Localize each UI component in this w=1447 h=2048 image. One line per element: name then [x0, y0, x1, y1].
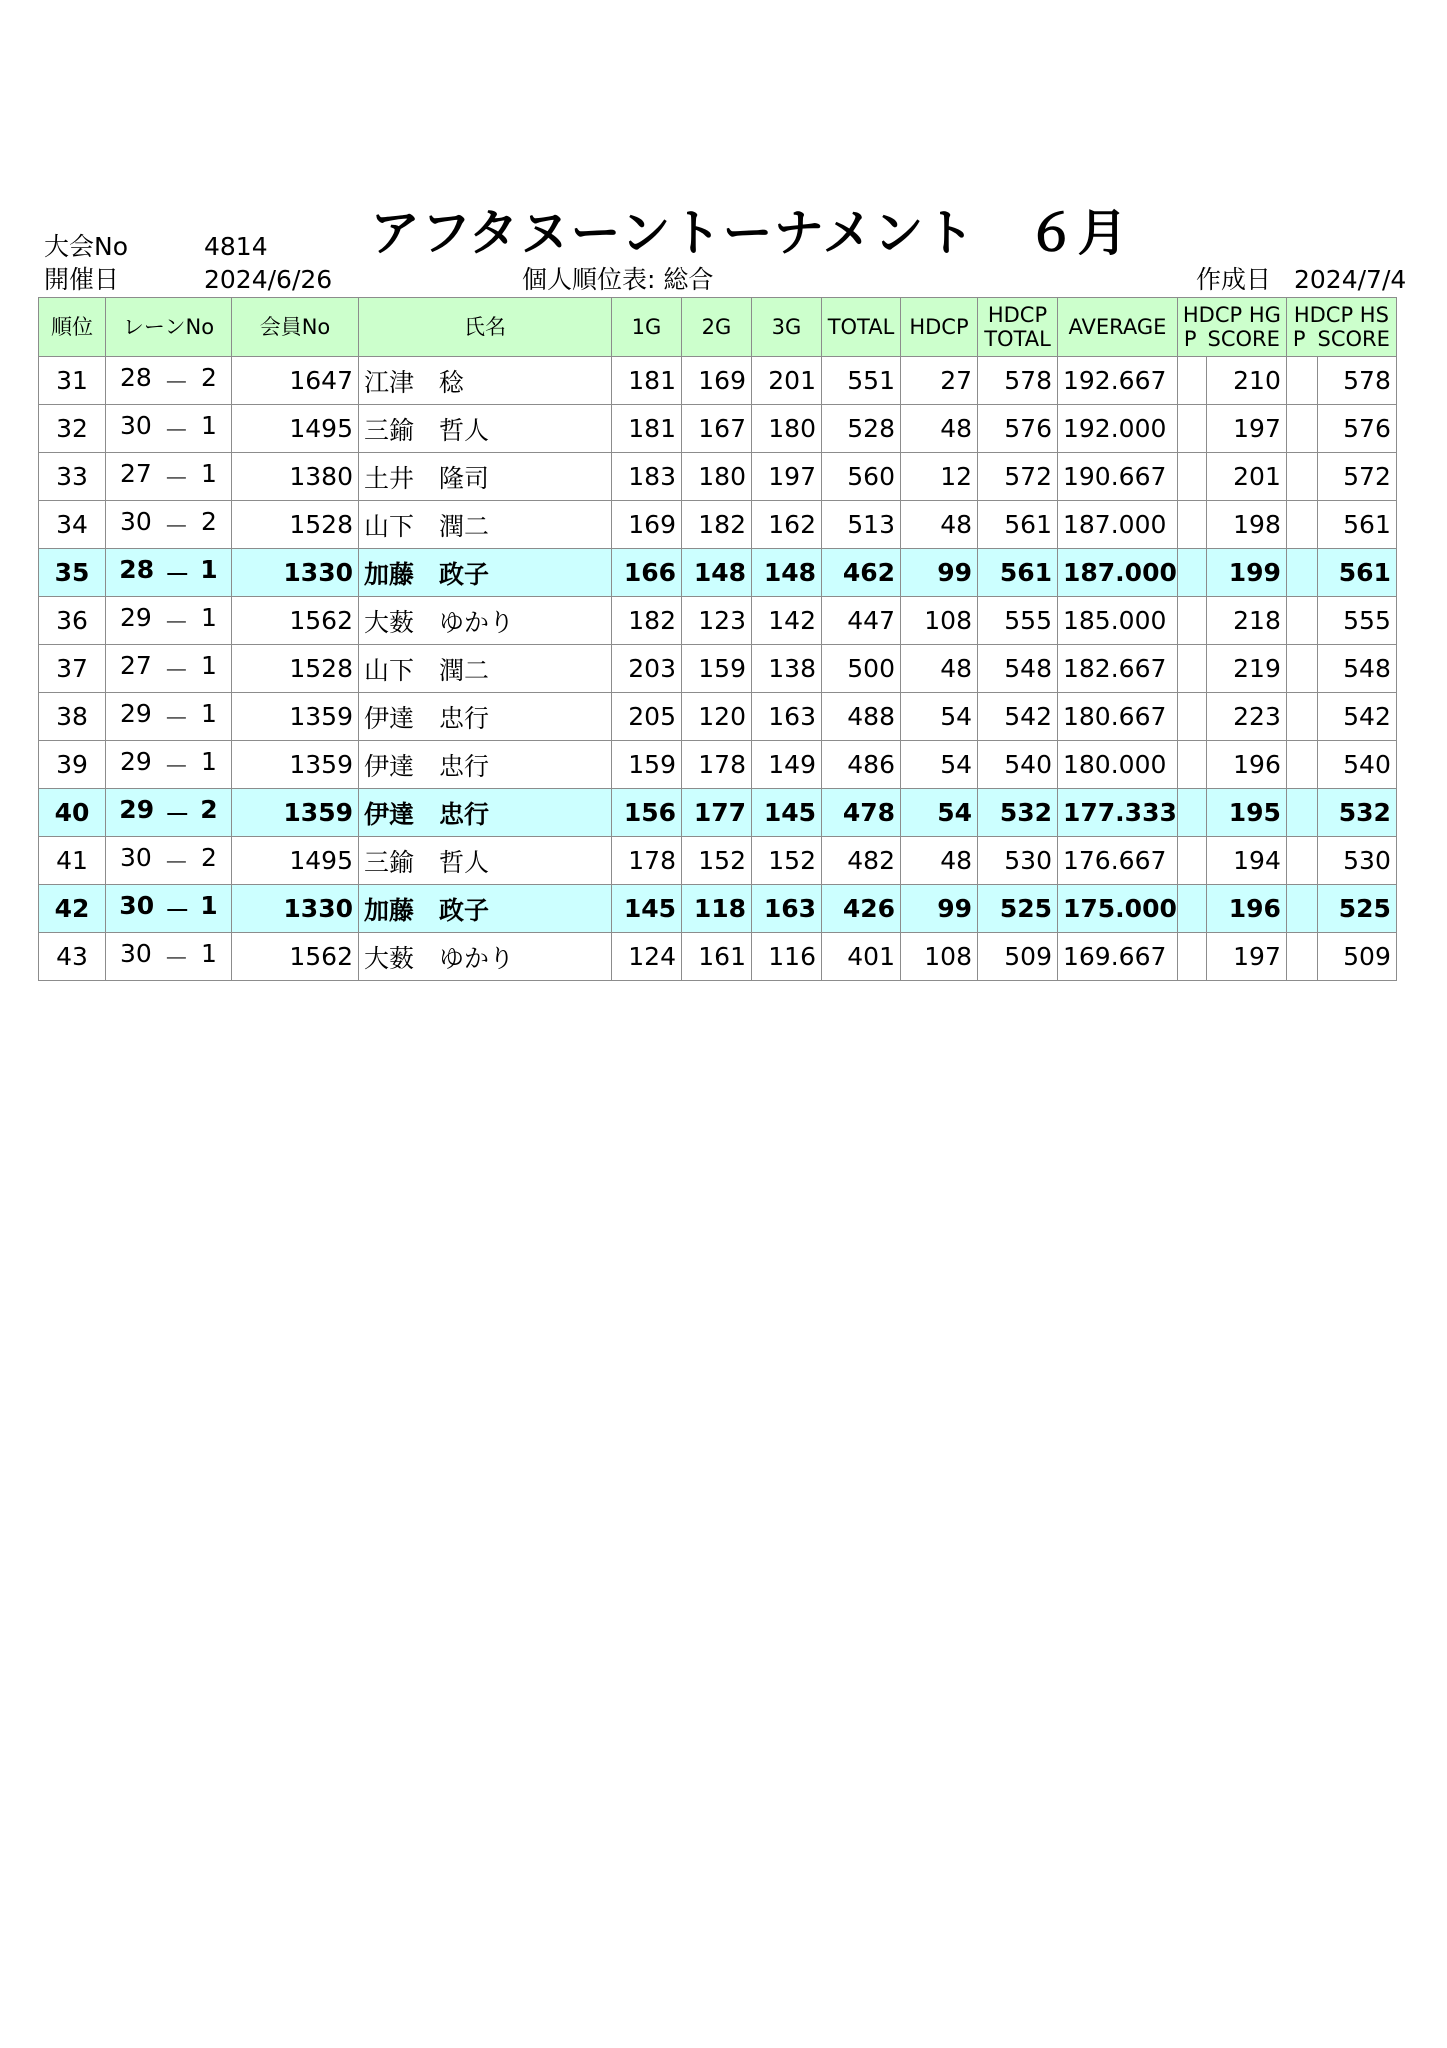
cell-lane-a: 30 [120, 938, 152, 968]
cell-hs-p [1286, 741, 1317, 789]
cell-g2: 169 [682, 357, 752, 405]
cell-rank: 31 [39, 357, 106, 405]
table-row [39, 741, 1397, 789]
cell-hs-p [1286, 549, 1317, 597]
cell-hg-score: 223 [1206, 693, 1286, 741]
cell-lane [106, 357, 232, 405]
cell-g1: 124 [612, 933, 682, 981]
cell-lane-b: 1 [201, 410, 217, 440]
cell-lane-sep: － [164, 559, 190, 589]
cell-member: 1528 [232, 501, 359, 549]
cell-member: 1359 [232, 693, 359, 741]
cell-hs-score: 555 [1317, 597, 1396, 645]
cell-hg-score: 196 [1206, 741, 1286, 789]
cell-hdcp: 108 [901, 933, 978, 981]
cell-average: 192.667 [1058, 357, 1178, 405]
col-hg-p: P [1183, 327, 1197, 351]
cell-lane-a: 27 [120, 458, 152, 488]
cell-total: 488 [822, 693, 901, 741]
cell-hg-score: 201 [1206, 453, 1286, 501]
cell-g1: 178 [612, 837, 682, 885]
cell-g2: 167 [682, 405, 752, 453]
cell-hdcp: 48 [901, 837, 978, 885]
cell-lane [106, 837, 232, 885]
cell-g3: 145 [752, 789, 822, 837]
cell-total: 478 [822, 789, 901, 837]
cell-lane-sep: － [163, 655, 189, 685]
cell-name: 三鍮 哲人 [359, 837, 612, 885]
cell-hg-p [1177, 597, 1206, 645]
ranking-table [38, 297, 1397, 981]
report-subtitle: 個人順位表: 総合 [522, 265, 714, 294]
cell-hdcp: 12 [901, 453, 978, 501]
cell-hdcp-total: 561 [978, 549, 1058, 597]
cell-g2: 177 [682, 789, 752, 837]
cell-hs-score: 578 [1317, 357, 1396, 405]
table-row [39, 453, 1397, 501]
cell-average: 187.000 [1058, 549, 1178, 597]
cell-g3: 162 [752, 501, 822, 549]
cell-hg-score: 219 [1206, 645, 1286, 693]
cell-g2: 182 [682, 501, 752, 549]
cell-total: 500 [822, 645, 901, 693]
cell-average: 176.667 [1058, 837, 1178, 885]
cell-average: 180.667 [1058, 693, 1178, 741]
cell-lane [106, 789, 232, 837]
cell-member: 1495 [232, 405, 359, 453]
cell-hs-score: 509 [1317, 933, 1396, 981]
cell-lane [106, 645, 232, 693]
cell-lane-sep: － [163, 751, 189, 781]
cell-lane-a: 30 [120, 410, 152, 440]
cell-total: 486 [822, 741, 901, 789]
col-average: AVERAGE [1058, 298, 1178, 357]
cell-lane-a: 28 [119, 554, 155, 584]
cell-hg-score: 194 [1206, 837, 1286, 885]
cell-rank: 41 [39, 837, 106, 885]
cell-rank: 39 [39, 741, 106, 789]
cell-lane-b: 2 [201, 362, 217, 392]
col-hdcp-total-line2: TOTAL [984, 327, 1051, 351]
cell-lane-a: 30 [120, 506, 152, 536]
cell-total: 401 [822, 933, 901, 981]
cell-g2: 161 [682, 933, 752, 981]
col-hdcp-total [978, 298, 1058, 357]
cell-name: 加藤 政子 [359, 885, 612, 933]
cell-hg-p [1177, 501, 1206, 549]
table-row [39, 597, 1397, 645]
cell-member: 1330 [232, 885, 359, 933]
cell-lane-b: 2 [200, 794, 218, 824]
cell-hs-score: 576 [1317, 405, 1396, 453]
cell-name: 伊達 忠行 [359, 741, 612, 789]
cell-lane [106, 501, 232, 549]
cell-rank: 33 [39, 453, 106, 501]
cell-hs-score: 572 [1317, 453, 1396, 501]
cell-hg-p [1177, 789, 1206, 837]
cell-hdcp-total: 561 [978, 501, 1058, 549]
cell-lane-a: 29 [120, 602, 152, 632]
cell-hdcp: 54 [901, 789, 978, 837]
cell-hs-p [1286, 501, 1317, 549]
cell-hg-score: 199 [1206, 549, 1286, 597]
cell-lane [106, 741, 232, 789]
cell-lane-sep: － [163, 367, 189, 397]
cell-lane-a: 29 [119, 794, 155, 824]
cell-rank: 42 [39, 885, 106, 933]
cell-name: 伊達 忠行 [359, 789, 612, 837]
cell-lane-a: 30 [120, 842, 152, 872]
cell-lane-b: 2 [201, 842, 217, 872]
cell-g2: 118 [682, 885, 752, 933]
cell-hs-p [1286, 789, 1317, 837]
cell-g1: 159 [612, 741, 682, 789]
cell-average: 175.000 [1058, 885, 1178, 933]
col-hdcp-hg-line1: HDCP HG [1182, 303, 1281, 327]
cell-name: 三鍮 哲人 [359, 405, 612, 453]
cell-member: 1528 [232, 645, 359, 693]
cell-g1: 166 [612, 549, 682, 597]
cell-lane [106, 933, 232, 981]
cell-g2: 120 [682, 693, 752, 741]
cell-hg-score: 218 [1206, 597, 1286, 645]
cell-name: 土井 隆司 [359, 453, 612, 501]
cell-g3: 149 [752, 741, 822, 789]
event-date: 2024/6/26 [204, 265, 333, 294]
cell-rank: 35 [39, 549, 106, 597]
cell-g1: 183 [612, 453, 682, 501]
cell-average: 187.000 [1058, 501, 1178, 549]
cell-hdcp-total: 540 [978, 741, 1058, 789]
cell-member: 1562 [232, 933, 359, 981]
cell-hg-p [1177, 405, 1206, 453]
cell-hs-p [1286, 357, 1317, 405]
col-total: TOTAL [822, 298, 901, 357]
cell-g3: 180 [752, 405, 822, 453]
cell-lane-a: 29 [120, 698, 152, 728]
cell-rank: 40 [39, 789, 106, 837]
tournament-no-label: 大会No [44, 232, 128, 261]
table-row [39, 933, 1397, 981]
col-name: 氏名 [359, 298, 612, 357]
cell-lane-b: 1 [200, 890, 218, 920]
col-hdcp-hs [1286, 298, 1396, 357]
cell-lane-b: 1 [201, 650, 217, 680]
cell-g2: 159 [682, 645, 752, 693]
table-row [39, 357, 1397, 405]
cell-hg-score: 197 [1206, 933, 1286, 981]
cell-hdcp-total: 525 [978, 885, 1058, 933]
col-g1: 1G [612, 298, 682, 357]
cell-rank: 32 [39, 405, 106, 453]
col-hs-score: SCORE [1317, 327, 1390, 351]
cell-rank: 43 [39, 933, 106, 981]
cell-hg-score: 198 [1206, 501, 1286, 549]
cell-rank: 36 [39, 597, 106, 645]
cell-name: 江津 稔 [359, 357, 612, 405]
cell-lane-b: 1 [201, 698, 217, 728]
created-label: 作成日 [1196, 265, 1272, 294]
cell-hdcp-total: 532 [978, 789, 1058, 837]
cell-total: 513 [822, 501, 901, 549]
cell-hs-score: 540 [1317, 741, 1396, 789]
cell-hdcp: 99 [901, 885, 978, 933]
cell-hs-p [1286, 693, 1317, 741]
cell-g1: 145 [612, 885, 682, 933]
cell-hg-score: 195 [1206, 789, 1286, 837]
cell-g3: 201 [752, 357, 822, 405]
cell-hdcp-total: 542 [978, 693, 1058, 741]
cell-member: 1495 [232, 837, 359, 885]
cell-total: 560 [822, 453, 901, 501]
table-row [39, 885, 1397, 933]
cell-lane-sep: － [163, 703, 189, 733]
cell-g1: 156 [612, 789, 682, 837]
cell-rank: 38 [39, 693, 106, 741]
cell-g1: 205 [612, 693, 682, 741]
cell-total: 482 [822, 837, 901, 885]
cell-hs-p [1286, 885, 1317, 933]
cell-rank: 34 [39, 501, 106, 549]
cell-lane [106, 405, 232, 453]
cell-lane-sep: － [163, 943, 189, 973]
cell-total: 462 [822, 549, 901, 597]
cell-lane-b: 1 [201, 746, 217, 776]
cell-hdcp: 48 [901, 501, 978, 549]
cell-g1: 169 [612, 501, 682, 549]
cell-hdcp: 54 [901, 741, 978, 789]
col-g3: 3G [752, 298, 822, 357]
cell-hdcp: 99 [901, 549, 978, 597]
cell-average: 192.000 [1058, 405, 1178, 453]
cell-g3: 152 [752, 837, 822, 885]
cell-member: 1647 [232, 357, 359, 405]
cell-hg-p [1177, 885, 1206, 933]
cell-g1: 182 [612, 597, 682, 645]
cell-lane-sep: － [163, 847, 189, 877]
cell-hdcp-total: 572 [978, 453, 1058, 501]
cell-member: 1359 [232, 789, 359, 837]
cell-hs-score: 542 [1317, 693, 1396, 741]
cell-member: 1380 [232, 453, 359, 501]
cell-hg-p [1177, 357, 1206, 405]
cell-hdcp-total: 509 [978, 933, 1058, 981]
cell-hdcp-total: 555 [978, 597, 1058, 645]
table-row [39, 549, 1397, 597]
cell-member: 1562 [232, 597, 359, 645]
cell-hg-p [1177, 741, 1206, 789]
cell-lane-a: 27 [120, 650, 152, 680]
col-lane: レーンNo [106, 298, 232, 357]
cell-average: 190.667 [1058, 453, 1178, 501]
cell-hdcp-total: 548 [978, 645, 1058, 693]
cell-g1: 181 [612, 357, 682, 405]
cell-hs-p [1286, 645, 1317, 693]
cell-lane-b: 1 [201, 602, 217, 632]
cell-lane-sep: － [164, 799, 190, 829]
cell-hs-score: 532 [1317, 789, 1396, 837]
cell-lane [106, 597, 232, 645]
cell-average: 180.000 [1058, 741, 1178, 789]
cell-g1: 181 [612, 405, 682, 453]
cell-g3: 163 [752, 693, 822, 741]
cell-g2: 180 [682, 453, 752, 501]
cell-average: 169.667 [1058, 933, 1178, 981]
cell-member: 1330 [232, 549, 359, 597]
table-row [39, 501, 1397, 549]
cell-lane-b: 1 [201, 938, 217, 968]
cell-g3: 148 [752, 549, 822, 597]
cell-name: 大薮 ゆかり [359, 597, 612, 645]
cell-member: 1359 [232, 741, 359, 789]
cell-lane-sep: － [163, 511, 189, 541]
cell-lane [106, 693, 232, 741]
cell-hs-score: 548 [1317, 645, 1396, 693]
cell-g2: 152 [682, 837, 752, 885]
table-row [39, 837, 1397, 885]
cell-hs-score: 561 [1317, 501, 1396, 549]
cell-hs-p [1286, 837, 1317, 885]
cell-hg-score: 197 [1206, 405, 1286, 453]
page-title: アフタヌーントーナメント ６月 [370, 204, 1129, 262]
cell-lane-b: 1 [201, 458, 217, 488]
cell-hg-p [1177, 933, 1206, 981]
cell-lane [106, 885, 232, 933]
cell-hg-p [1177, 549, 1206, 597]
cell-lane-sep: － [163, 463, 189, 493]
cell-hdcp: 27 [901, 357, 978, 405]
cell-hs-score: 561 [1317, 549, 1396, 597]
cell-g3: 142 [752, 597, 822, 645]
cell-hs-p [1286, 405, 1317, 453]
table-header-row [39, 298, 1397, 357]
cell-lane-b: 1 [200, 554, 218, 584]
cell-name: 山下 潤二 [359, 501, 612, 549]
cell-hg-score: 210 [1206, 357, 1286, 405]
cell-lane [106, 453, 232, 501]
cell-g2: 123 [682, 597, 752, 645]
cell-hdcp: 48 [901, 405, 978, 453]
cell-total: 447 [822, 597, 901, 645]
cell-g3: 116 [752, 933, 822, 981]
cell-lane-a: 28 [120, 362, 152, 392]
col-rank: 順位 [39, 298, 106, 357]
cell-average: 185.000 [1058, 597, 1178, 645]
cell-hs-score: 530 [1317, 837, 1396, 885]
cell-g1: 203 [612, 645, 682, 693]
cell-lane-sep: － [164, 895, 190, 925]
col-member: 会員No [232, 298, 359, 357]
cell-hdcp-total: 578 [978, 357, 1058, 405]
cell-total: 528 [822, 405, 901, 453]
cell-lane-b: 2 [201, 506, 217, 536]
cell-average: 177.333 [1058, 789, 1178, 837]
cell-g3: 197 [752, 453, 822, 501]
date-label: 開催日 [44, 265, 120, 294]
col-hdcp-total-line1: HDCP [987, 303, 1048, 327]
cell-lane-a: 30 [119, 890, 155, 920]
cell-hs-p [1286, 597, 1317, 645]
cell-hs-p [1286, 933, 1317, 981]
cell-g3: 163 [752, 885, 822, 933]
cell-hs-score: 525 [1317, 885, 1396, 933]
col-g2: 2G [682, 298, 752, 357]
table-row [39, 693, 1397, 741]
table-row [39, 789, 1397, 837]
cell-lane [106, 549, 232, 597]
cell-lane-a: 29 [120, 746, 152, 776]
cell-hg-p [1177, 453, 1206, 501]
cell-hg-score: 196 [1206, 885, 1286, 933]
cell-hg-p [1177, 645, 1206, 693]
cell-hdcp-total: 530 [978, 837, 1058, 885]
cell-hdcp: 48 [901, 645, 978, 693]
cell-name: 山下 潤二 [359, 645, 612, 693]
cell-lane-sep: － [163, 607, 189, 637]
col-hdcp-hs-line1: HDCP HS [1293, 303, 1389, 327]
table-row [39, 405, 1397, 453]
col-hdcp-hg [1177, 298, 1286, 357]
cell-hg-p [1177, 837, 1206, 885]
tournament-no: 4814 [204, 232, 268, 261]
col-hs-p: P [1292, 327, 1306, 351]
cell-g2: 148 [682, 549, 752, 597]
cell-name: 大薮 ゆかり [359, 933, 612, 981]
created-date: 2024/7/4 [1294, 265, 1407, 294]
cell-name: 加藤 政子 [359, 549, 612, 597]
cell-hs-p [1286, 453, 1317, 501]
cell-g2: 178 [682, 741, 752, 789]
cell-hdcp: 54 [901, 693, 978, 741]
cell-total: 426 [822, 885, 901, 933]
col-hdcp: HDCP [901, 298, 978, 357]
cell-hdcp-total: 576 [978, 405, 1058, 453]
cell-rank: 37 [39, 645, 106, 693]
cell-lane-sep: － [163, 415, 189, 445]
cell-name: 伊達 忠行 [359, 693, 612, 741]
cell-total: 551 [822, 357, 901, 405]
cell-average: 182.667 [1058, 645, 1178, 693]
cell-g3: 138 [752, 645, 822, 693]
col-hg-score: SCORE [1207, 327, 1280, 351]
cell-hdcp: 108 [901, 597, 978, 645]
cell-hg-p [1177, 693, 1206, 741]
table-row [39, 645, 1397, 693]
